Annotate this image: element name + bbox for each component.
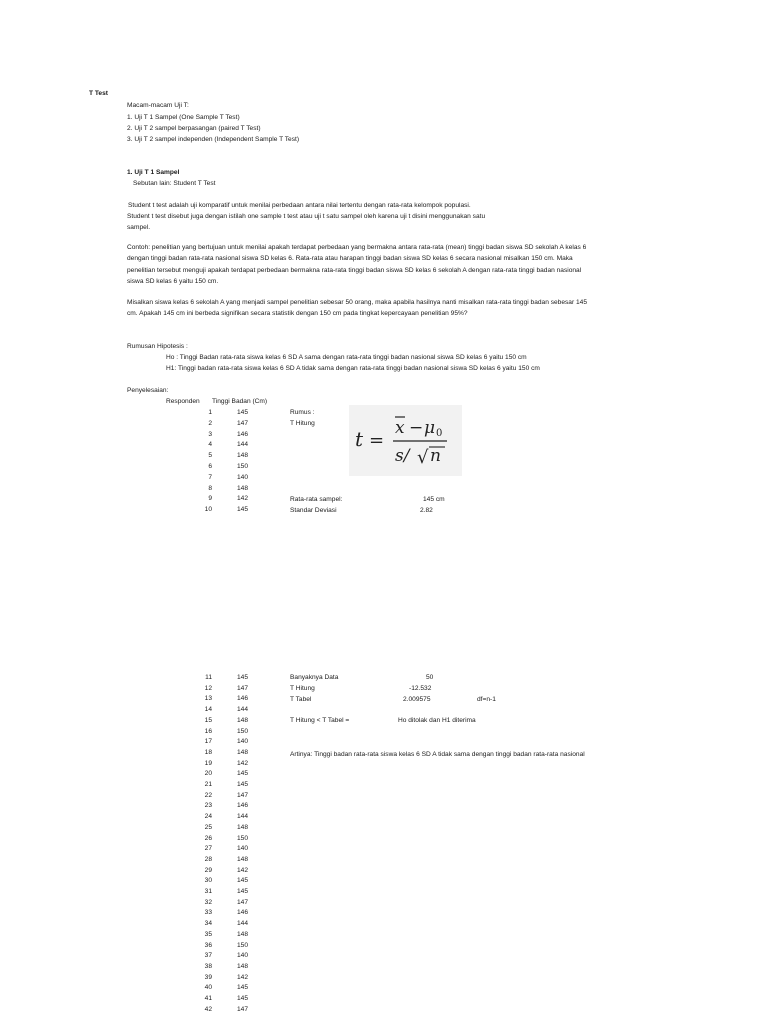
responden-number: 32 [204, 898, 212, 906]
responden-number: 2 [208, 419, 212, 427]
column-header-tinggi-badan: Tinggi Badan (Cm) [212, 398, 268, 405]
intro-item: 1. Uji T 1 Sampel (One Sample T Test) [127, 114, 240, 121]
t-tabel-label: T Tabel [290, 696, 312, 703]
tinggi-badan-value: 145 [237, 877, 249, 885]
tinggi-badan-value: 140 [237, 473, 249, 481]
tinggi-badan-value: 150 [237, 834, 249, 842]
tinggi-badan-value: 142 [237, 866, 249, 874]
hypothesis-h1: H1: Tinggi badan rata-rata siswa kelas 6 SD A tidak sama dengan rata-rata tinggi badan nasional siswa SD kelas 6 yaitu 150 cm [166, 365, 540, 372]
responden-number: 25 [204, 823, 212, 831]
responden-number: 27 [204, 845, 212, 853]
paragraph-line: Misalkan siswa kelas 6 sekolah A yang menjadi sampel penelitian sebesar 50 orang, maka apabila hasilnya nanti misalkan rata-rata tinggi badan sebesar 145 [127, 299, 588, 306]
paragraph-line: penelitian tersebut menguji apakah terdapat perbedaan bermakna rata-rata tinggi badan siswa SD kelas 6 sekolah A dengan rata-rata tinggi badan nasional [127, 267, 582, 274]
tinggi-badan-value: 145 [237, 781, 249, 788]
sd-label: Standar Deviasi [290, 507, 337, 514]
responden-number: 10 [204, 506, 212, 514]
tinggi-badan-value: 146 [237, 802, 249, 810]
tinggi-badan-value: 142 [237, 973, 249, 981]
responden-number: 37 [204, 952, 212, 960]
responden-number: 31 [204, 888, 212, 895]
tinggi-badan-value: 144 [237, 441, 249, 449]
responden-number: 18 [204, 748, 212, 756]
tinggi-badan-value: 145 [237, 984, 249, 992]
formula-mu: μ [424, 418, 436, 438]
responden-number: 6 [208, 463, 212, 470]
tinggi-badan-value: 146 [237, 430, 249, 438]
hypothesis-heading: Rumusan Hipotesis : [127, 343, 188, 350]
section-subheading: Sebutan lain: Student T Test [133, 180, 216, 187]
responden-number: 19 [204, 759, 212, 767]
tinggi-badan-value: 148 [237, 855, 249, 863]
mean-label: Rata-rata sampel: [290, 496, 343, 503]
responden-number: 26 [204, 834, 212, 842]
paragraph-line: cm. Apakah 145 cm ini berbeda signifikan secara statistik dengan 150 cm pada tingkat kepercayaan penelitian 95%? [127, 310, 468, 317]
responden-number: 40 [204, 984, 212, 992]
tinggi-badan-value: 144 [237, 920, 249, 928]
responden-number: 15 [204, 716, 212, 724]
responden-number: 24 [204, 813, 212, 821]
responden-number: 29 [204, 866, 212, 874]
tinggi-badan-value: 148 [237, 452, 249, 460]
responden-number: 42 [204, 1005, 212, 1013]
paragraph-line: Student t test disebut juga dengan istilah one sample t test atau uji t satu sampel oleh karena uji t disini menggunakan satu [127, 213, 486, 220]
intro-item: 3. Uji T 2 sampel independen (Independent Sample T Test) [127, 136, 300, 143]
responden-number: 4 [208, 441, 212, 449]
hypothesis-h0: Ho : Tinggi Badan rata-rata siswa kelas 6 SD A sama dengan rata-rata tinggi badan nasional siswa SD kelas 6 yaitu 150 cm [166, 354, 527, 361]
section-heading: 1. Uji T 1 Sampel [127, 169, 180, 176]
responden-number: 28 [204, 855, 212, 863]
paragraph-line: siswa SD kelas 6 yaitu 150 cm. [127, 278, 219, 285]
t-hitung-result-label: T Hitung [290, 685, 315, 692]
responden-number: 21 [204, 781, 212, 788]
df-label: df=n-1 [477, 696, 496, 703]
tinggi-badan-value: 147 [237, 419, 249, 427]
responden-number: 16 [204, 727, 212, 735]
tinggi-badan-value: 145 [237, 770, 249, 778]
responden-number: 34 [204, 920, 212, 928]
responden-number: 12 [204, 684, 212, 692]
tinggi-badan-value: 147 [237, 791, 249, 799]
responden-number: 8 [208, 484, 212, 492]
intro-heading: Macam-macam Uji T: [127, 102, 189, 109]
formula-n: n [430, 446, 441, 466]
tinggi-badan-value: 148 [237, 962, 249, 970]
paragraph-line: Contoh: penelitian yang bertujuan untuk menilai apakah terdapat perbedaan yang bermakna antara rata-rata (mean) tinggi badan siswa SD sekolah A kelas 6 [127, 244, 587, 251]
tinggi-badan-value: 142 [237, 759, 249, 767]
document-title: T Test [89, 90, 108, 97]
n-value: 50 [426, 674, 434, 681]
responden-number: 33 [204, 909, 212, 917]
comparison-result: Ho ditolak dan H1 diterima [398, 717, 476, 724]
responden-number: 13 [204, 695, 212, 703]
mean-value: 145 cm [423, 496, 445, 503]
formula-image [349, 405, 462, 476]
tinggi-badan-value: 144 [237, 706, 249, 714]
responden-number: 1 [208, 409, 212, 416]
responden-number: 9 [208, 495, 212, 503]
tinggi-badan-value: 145 [237, 674, 249, 681]
responden-number: 38 [204, 962, 212, 970]
tinggi-badan-value: 146 [237, 909, 249, 917]
responden-number: 35 [204, 930, 212, 938]
paragraph-line: Student t test adalah uji komparatif untuk menilai perbedaan antara nilai tertentu dengan rata-rata kelompok populasi. [128, 202, 471, 209]
tinggi-badan-value: 146 [237, 695, 249, 703]
tinggi-badan-value: 145 [237, 995, 249, 1002]
tinggi-badan-value: 142 [237, 495, 249, 503]
paragraph-line: sampel. [127, 224, 151, 231]
formula-mu-subscript: 0 [436, 428, 443, 439]
responden-number: 5 [208, 452, 212, 460]
tinggi-badan-value: 140 [237, 845, 249, 853]
tinggi-badan-value: 150 [237, 463, 249, 470]
tinggi-badan-value: 140 [237, 738, 249, 746]
paragraph-line: dengan tinggi badan rata-rata nasional siswa SD kelas 6. Rata-rata atau harapan tinggi badan siswa SD kelas 6 secara nasional misalkan 150 cm. Maka [127, 255, 573, 262]
tinggi-badan-value: 145 [237, 888, 249, 895]
tinggi-badan-value: 140 [237, 952, 249, 960]
t-test-formula [349, 405, 462, 476]
responden-number: 7 [208, 473, 212, 481]
responden-number: 36 [204, 941, 212, 949]
tinggi-badan-value: 147 [237, 898, 249, 906]
formula-x: x [395, 418, 405, 438]
tinggi-badan-value: 148 [237, 930, 249, 938]
tinggi-badan-value: 150 [237, 727, 249, 735]
formula-sqrt: √ [417, 447, 429, 468]
tinggi-badan-value: 147 [237, 684, 249, 692]
responden-number: 41 [204, 995, 212, 1002]
n-label: Banyaknya Data [290, 674, 339, 681]
responden-number: 39 [204, 973, 212, 981]
responden-number: 3 [208, 430, 212, 438]
comparison-label: T Hitung < T Tabel = [290, 717, 350, 724]
responden-number: 14 [204, 706, 212, 714]
tinggi-badan-value: 150 [237, 941, 249, 949]
responden-number: 20 [204, 770, 212, 778]
responden-number: 22 [204, 791, 212, 799]
tinggi-badan-value: 144 [237, 813, 249, 821]
formula-s: s/ [395, 446, 410, 466]
formula-equals: = [369, 430, 385, 451]
intro-item: 2. Uji T 2 sampel berpasangan (paired T Test) [127, 125, 261, 132]
conclusion-text: Artinya: Tinggi badan rata-rata siswa kelas 6 SD A tidak sama dengan tinggi badan rata-rata nasional [290, 751, 585, 758]
t-hitung-value: -12.532 [409, 685, 432, 692]
tinggi-badan-value: 147 [237, 1005, 249, 1013]
responden-number: 17 [204, 738, 212, 746]
responden-number: 30 [204, 877, 212, 885]
t-tabel-value: 2.009575 [403, 696, 431, 703]
formula-t: t [355, 427, 364, 451]
formula-minus: − [409, 418, 424, 438]
responden-number: 11 [205, 674, 212, 681]
tinggi-badan-value: 145 [237, 409, 249, 416]
responden-number: 23 [204, 802, 212, 810]
tinggi-badan-value: 148 [237, 748, 249, 756]
tinggi-badan-value: 148 [237, 823, 249, 831]
tinggi-badan-value: 148 [237, 716, 249, 724]
column-header-responden: Responden [166, 398, 200, 405]
solution-heading: Penyelesaian: [127, 387, 169, 394]
tinggi-badan-value: 145 [237, 506, 249, 514]
tinggi-badan-value: 148 [237, 484, 249, 492]
sd-value: 2.82 [420, 507, 433, 514]
t-hitung-label: T Hitung [290, 420, 315, 427]
rumus-label: Rumus : [290, 409, 315, 416]
